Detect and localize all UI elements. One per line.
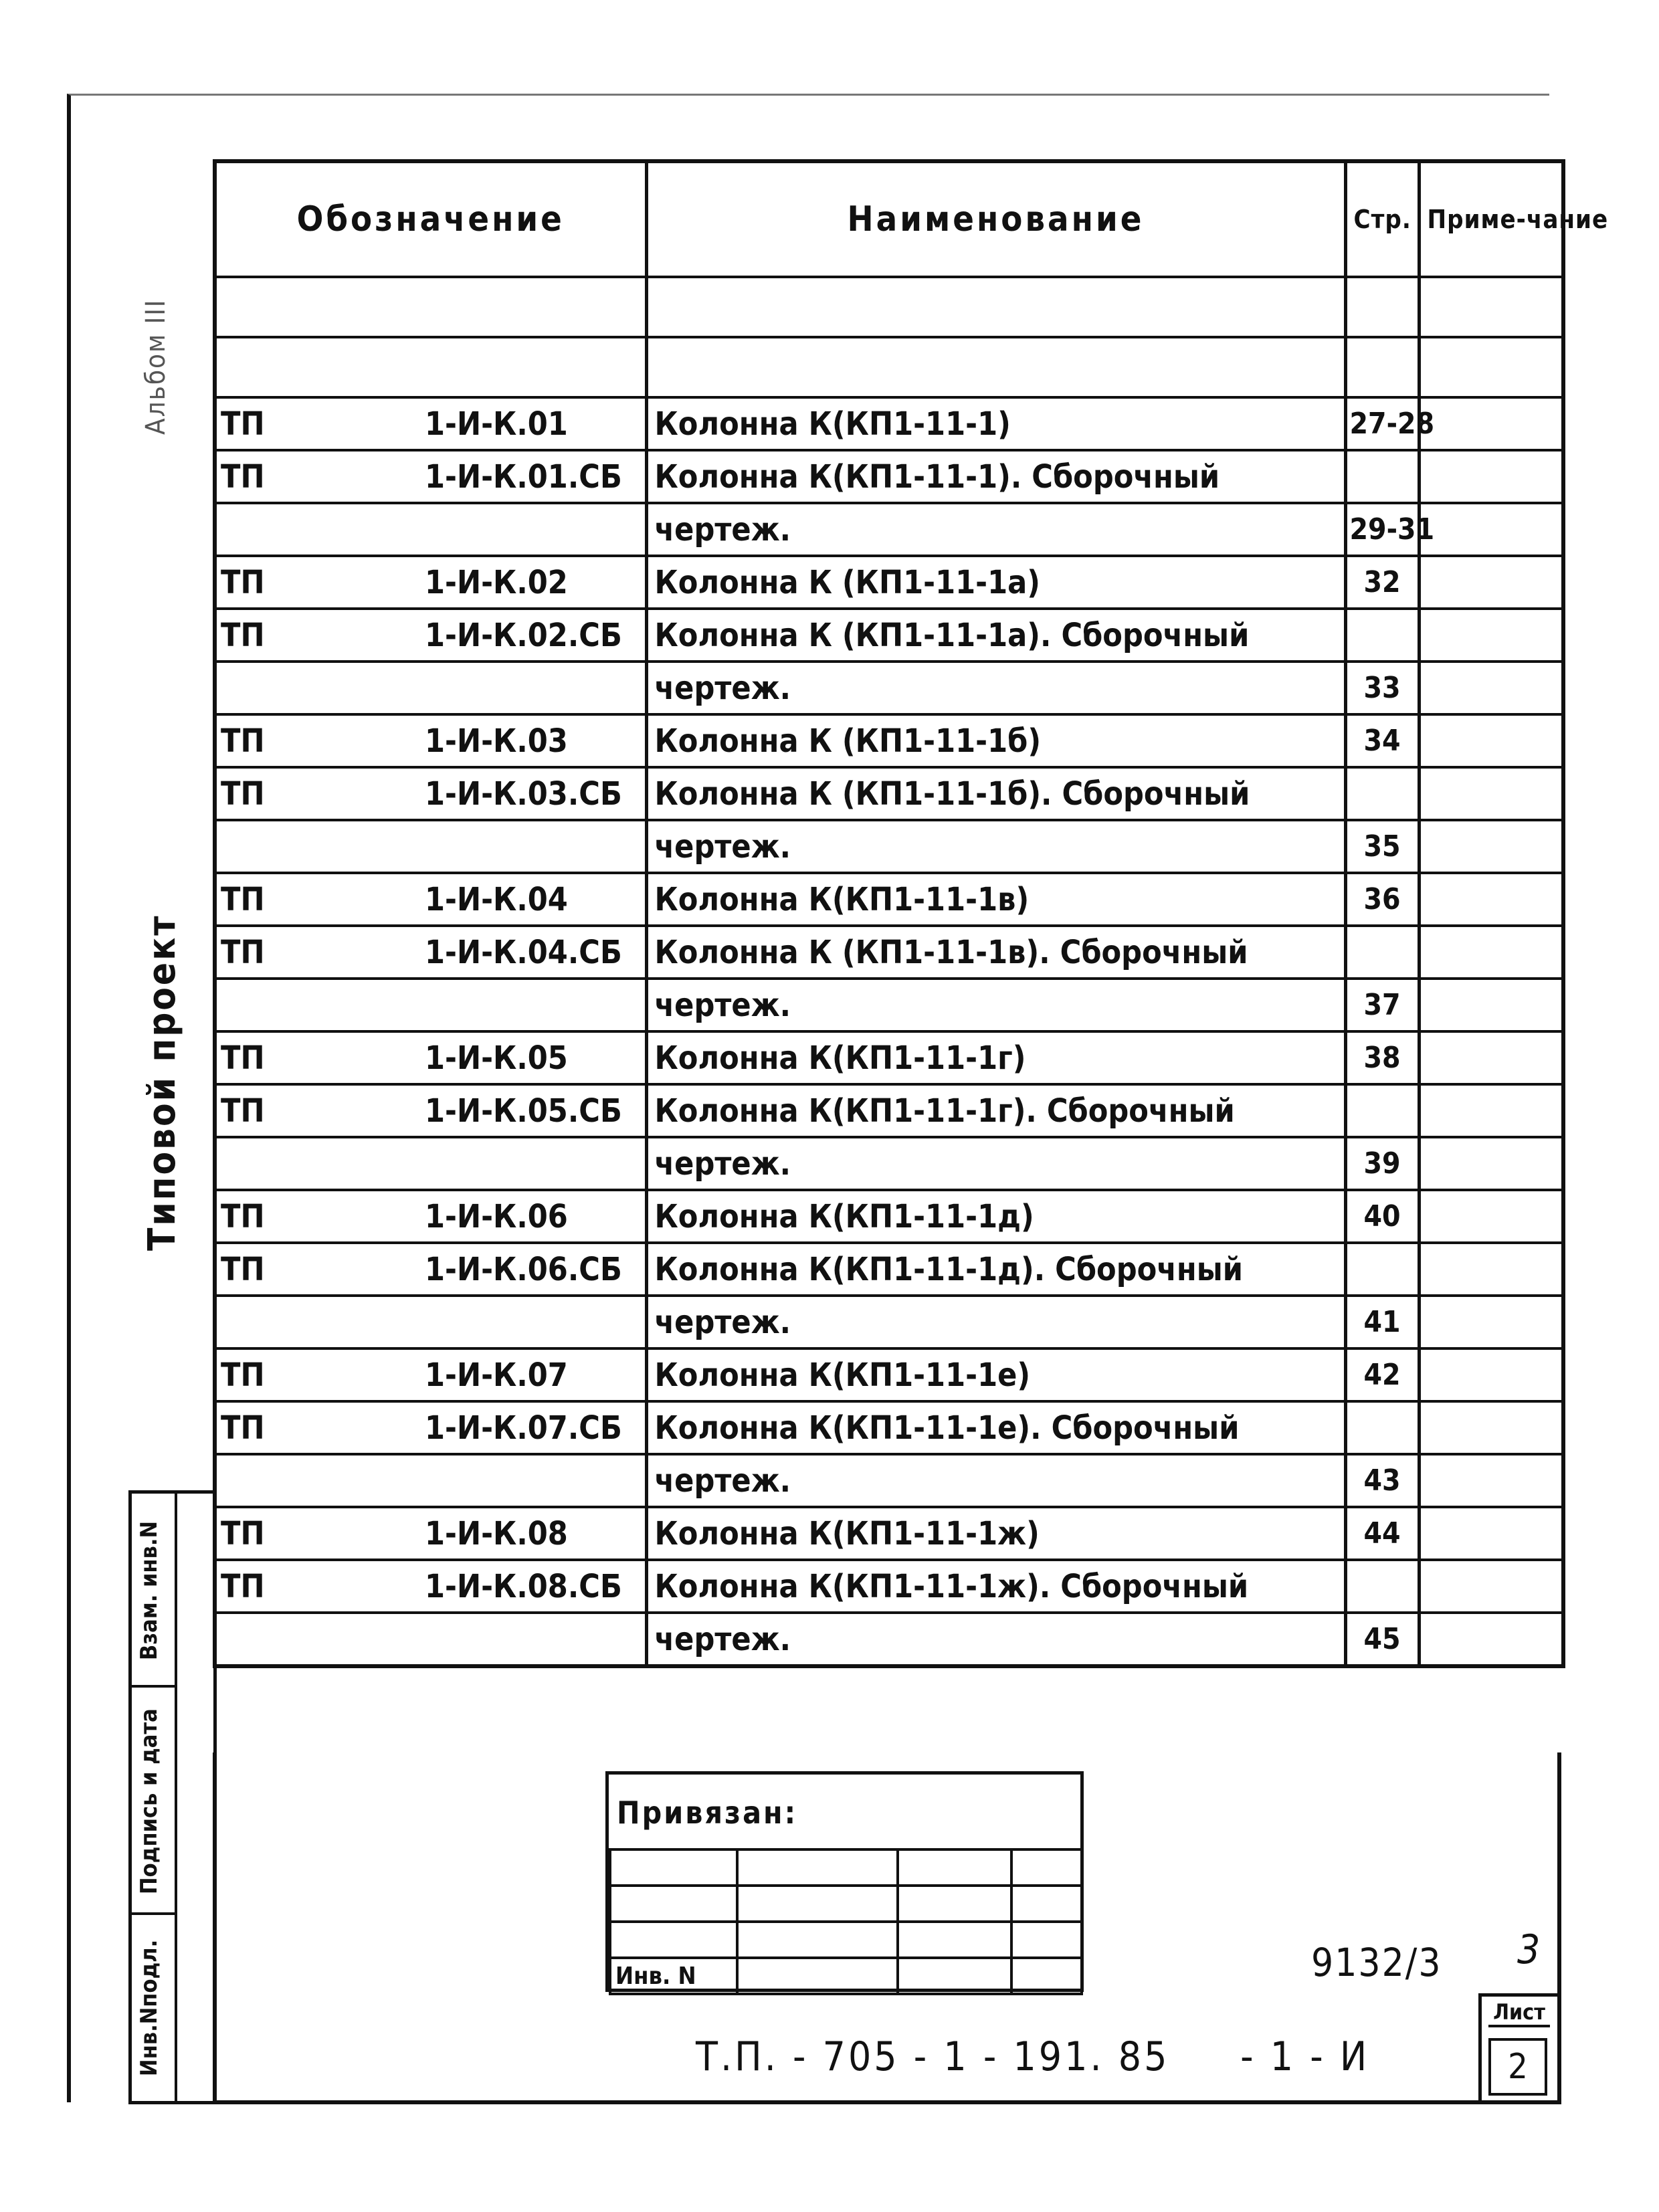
cell-designation [215, 1243, 646, 1296]
designation-code: 1-И-К.04 [425, 880, 568, 918]
cell-page: 40 [1345, 1190, 1419, 1243]
cell-page [1345, 277, 1419, 337]
table-row [215, 450, 1563, 503]
cell-designation [215, 277, 646, 337]
designation-prefix: ТП [221, 1514, 265, 1552]
cell-page [1345, 337, 1419, 397]
cell-remark [1419, 979, 1563, 1031]
cell-designation [215, 926, 646, 979]
designation-prefix: ТП [221, 1039, 265, 1077]
cell-name: Колонна К (КП1-11-1а). Сборочный [646, 609, 1345, 662]
cell-designation [215, 1401, 646, 1454]
cell-name [646, 337, 1345, 397]
strip-label-signature: Подпись и дата [136, 1708, 163, 1894]
binding-title: Привязан: [617, 1795, 798, 1831]
designation-prefix: ТП [221, 775, 265, 813]
designation-code: 1-И-К.05.СБ [425, 1092, 622, 1130]
footer-left-border [213, 1752, 217, 2102]
cell-name: чертеж. [646, 1613, 1345, 1666]
designation-prefix: ТП [221, 616, 265, 654]
table-row [215, 556, 1563, 609]
cell-page [1345, 767, 1419, 820]
designation-code: 1-И-К.07.СБ [425, 1409, 622, 1447]
header-designation: Обозначение [215, 161, 646, 277]
cell-designation [215, 662, 646, 714]
header-page: Стр. [1345, 161, 1419, 277]
table-row [215, 1243, 1563, 1296]
cell-remark [1419, 662, 1563, 714]
table-row [215, 714, 1563, 767]
binding-cell [1011, 1958, 1082, 1994]
cell-designation [215, 556, 646, 609]
cell-designation [215, 1190, 646, 1243]
cell-designation [215, 873, 646, 926]
cell-designation [215, 1031, 646, 1084]
cell-remark [1419, 503, 1563, 556]
project-type-label: Типовой проект [140, 914, 184, 1251]
designation-code: 1-И-К.07 [425, 1356, 568, 1394]
cell-name: Колонна К (КП1-11-1б) [646, 714, 1345, 767]
cell-designation [215, 1348, 646, 1401]
cell-name: чертеж. [646, 1137, 1345, 1190]
designation-code: 1-И-К.02.СБ [425, 616, 622, 654]
cell-remark [1419, 873, 1563, 926]
designation-prefix: ТП [221, 722, 265, 760]
binding-inv-label: Инв. N [610, 1958, 737, 1994]
designation-prefix: ТП [221, 1356, 265, 1394]
designation-code: 1-И-К.06 [425, 1197, 568, 1235]
cell-designation [215, 1084, 646, 1137]
binding-cell [898, 1922, 1011, 1958]
binding-cell [737, 1922, 898, 1958]
cell-remark [1419, 767, 1563, 820]
cell-remark [1419, 1243, 1563, 1296]
specification-table [213, 159, 1609, 1668]
binding-cell [610, 1922, 737, 1958]
designation-prefix: ТП [221, 1409, 265, 1447]
binding-row [610, 1958, 1082, 1994]
album-stamp: Альбом III [140, 298, 171, 435]
cell-page: 42 [1345, 1348, 1419, 1401]
cell-remark [1419, 1560, 1563, 1613]
designation-prefix: ТП [221, 405, 265, 443]
cell-remark [1419, 556, 1563, 609]
binding-cell [1011, 1886, 1082, 1922]
table-row [215, 277, 1563, 337]
binding-cell [898, 1958, 1011, 1994]
table-row [215, 503, 1563, 556]
cell-name: чертеж. [646, 820, 1345, 873]
cell-page: 32 [1345, 556, 1419, 609]
cell-name: чертеж. [646, 662, 1345, 714]
cell-page [1345, 926, 1419, 979]
table-header-row [215, 161, 1563, 277]
cell-remark [1419, 1296, 1563, 1348]
table-row [215, 1348, 1563, 1401]
table-row [215, 979, 1563, 1031]
cell-designation [215, 503, 646, 556]
cell-name: Колонна К(КП1-11-1). Сборочный [646, 450, 1345, 503]
cell-name: Колонна К(КП1-11-1ж). Сборочный [646, 1560, 1345, 1613]
cell-name [646, 277, 1345, 337]
cell-name: Колонна К(КП1-11-1е) [646, 1348, 1345, 1401]
cell-designation [215, 714, 646, 767]
cell-designation [215, 1560, 646, 1613]
sheet-value: 2 [1488, 2038, 1547, 2096]
cell-name: чертеж. [646, 1296, 1345, 1348]
strip-cell-signature [132, 1688, 175, 1915]
cell-page: 43 [1345, 1454, 1419, 1507]
cell-page: 35 [1345, 820, 1419, 873]
cell-name: чертеж. [646, 1454, 1345, 1507]
table-row [215, 662, 1563, 714]
table-body [215, 277, 1563, 1666]
cell-page [1345, 1084, 1419, 1137]
designation-prefix: ТП [221, 1250, 265, 1288]
cell-name: чертеж. [646, 979, 1345, 1031]
cell-remark [1419, 277, 1563, 337]
cell-designation [215, 450, 646, 503]
cell-name: Колонна К(КП1-11-1в) [646, 873, 1345, 926]
cell-designation [215, 337, 646, 397]
table-row [215, 926, 1563, 979]
approval-strip [128, 1490, 217, 2104]
designation-code: 1-И-К.05 [425, 1039, 568, 1077]
designation-prefix: ТП [221, 880, 265, 918]
cell-page [1345, 1560, 1419, 1613]
table-row [215, 820, 1563, 873]
strip-label-inv-orig: Инв.Nподл. [136, 1939, 163, 2077]
strip-cell-inv-replace [132, 1494, 175, 1688]
table-row [215, 1613, 1563, 1666]
cell-page [1345, 450, 1419, 503]
cell-name: Колонна К(КП1-11-1г) [646, 1031, 1345, 1084]
designation-prefix: ТП [221, 458, 265, 496]
footer-right-border [1557, 1752, 1561, 2102]
table-row [215, 337, 1563, 397]
cell-page [1345, 609, 1419, 662]
strip-cell-inv-orig [132, 1915, 175, 2101]
binding-block [605, 1771, 1084, 1992]
cell-remark [1419, 1348, 1563, 1401]
designation-code: 1-И-К.04.СБ [425, 933, 622, 971]
cell-designation [215, 767, 646, 820]
footer-bottom-line [213, 2100, 1561, 2104]
header-name: Наименование [646, 161, 1345, 277]
binding-cell [610, 1849, 737, 1886]
strip-label-inv-replace: Взам. инв.N [136, 1520, 163, 1661]
cell-remark [1419, 1031, 1563, 1084]
cell-page [1345, 1243, 1419, 1296]
table-row [215, 767, 1563, 820]
cell-designation [215, 609, 646, 662]
cell-page: 37 [1345, 979, 1419, 1031]
cell-name: Колонна К(КП1-11-1) [646, 397, 1345, 450]
sheet-box [1478, 1993, 1557, 2100]
cell-remark [1419, 1137, 1563, 1190]
cell-remark [1419, 926, 1563, 979]
cell-remark [1419, 1454, 1563, 1507]
designation-code: 1-И-К.08.СБ [425, 1567, 622, 1605]
cell-name: Колонна К(КП1-11-1д). Сборочный [646, 1243, 1345, 1296]
binding-cell [1011, 1922, 1082, 1958]
strip-divider [175, 1494, 177, 2101]
binding-row [610, 1922, 1082, 1958]
cell-designation [215, 1137, 646, 1190]
binding-cell [898, 1849, 1011, 1886]
cell-page: 39 [1345, 1137, 1419, 1190]
table-row [215, 1296, 1563, 1348]
cell-designation [215, 397, 646, 450]
sheet-label: Лист [1488, 1999, 1550, 2027]
header-remark: Приме-чание [1419, 161, 1563, 277]
designation-code: 1-И-К.01.СБ [425, 458, 622, 496]
cell-page: 36 [1345, 873, 1419, 926]
cell-remark [1419, 450, 1563, 503]
cell-designation [215, 820, 646, 873]
table-row [215, 397, 1563, 450]
cell-remark [1419, 609, 1563, 662]
cell-designation [215, 1454, 646, 1507]
cell-name: Колонна К(КП1-11-1г). Сборочный [646, 1084, 1345, 1137]
cell-designation [215, 979, 646, 1031]
binding-row [610, 1849, 1082, 1886]
designation-prefix: ТП [221, 933, 265, 971]
cell-remark [1419, 1401, 1563, 1454]
cell-page: 38 [1345, 1031, 1419, 1084]
cell-remark [1419, 714, 1563, 767]
cell-remark [1419, 1613, 1563, 1666]
cell-name: чертеж. [646, 503, 1345, 556]
binding-cell [1011, 1849, 1082, 1886]
designation-prefix: ТП [221, 563, 265, 601]
table-row [215, 1190, 1563, 1243]
cell-remark [1419, 1507, 1563, 1560]
cell-remark [1419, 397, 1563, 450]
binding-row [610, 1886, 1082, 1922]
designation-code: 1-И-К.02 [425, 563, 568, 601]
cell-page [1345, 1401, 1419, 1454]
cell-remark [1419, 1084, 1563, 1137]
cell-page: 33 [1345, 662, 1419, 714]
table-row [215, 1401, 1563, 1454]
designation-prefix: ТП [221, 1197, 265, 1235]
document-designation: Т.П. - 705 - 1 - 191. 85 - 1 - И [696, 2033, 1370, 2080]
table-row [215, 873, 1563, 926]
designation-code: 1-И-К.03 [425, 722, 568, 760]
designation-prefix: ТП [221, 1092, 265, 1130]
binding-cell [898, 1886, 1011, 1922]
cell-name: Колонна К (КП1-11-1б). Сборочный [646, 767, 1345, 820]
cell-name: Колонна К (КП1-11-1а) [646, 556, 1345, 609]
designation-code: 1-И-К.06.СБ [425, 1250, 622, 1288]
cell-remark [1419, 1190, 1563, 1243]
table-row [215, 1137, 1563, 1190]
table-row [215, 609, 1563, 662]
cell-name: Колонна К(КП1-11-1е). Сборочный [646, 1401, 1345, 1454]
designation-code: 1-И-К.03.СБ [425, 775, 622, 813]
cell-name: Колонна К(КП1-11-1д) [646, 1190, 1345, 1243]
table-row [215, 1507, 1563, 1560]
cell-name: Колонна К(КП1-11-1ж) [646, 1507, 1345, 1560]
cell-page: 45 [1345, 1613, 1419, 1666]
table-row [215, 1031, 1563, 1084]
sheet-number-handwritten: 3 [1517, 1926, 1541, 1973]
cell-designation [215, 1613, 646, 1666]
cell-page: 41 [1345, 1296, 1419, 1348]
binding-cell [610, 1886, 737, 1922]
designation-code: 1-И-К.08 [425, 1514, 568, 1552]
cell-remark [1419, 337, 1563, 397]
cell-page: 27-28 [1345, 397, 1419, 450]
cell-page: 34 [1345, 714, 1419, 767]
cell-name: Колонна К (КП1-11-1в). Сборочный [646, 926, 1345, 979]
document-number: 9132/3 [1311, 1940, 1442, 1985]
table-row [215, 1560, 1563, 1613]
cell-designation [215, 1296, 646, 1348]
binding-cell [737, 1849, 898, 1886]
binding-cell [737, 1958, 898, 1994]
cell-designation [215, 1507, 646, 1560]
table-row [215, 1084, 1563, 1137]
cell-page: 44 [1345, 1507, 1419, 1560]
binding-grid [609, 1848, 1083, 1995]
designation-code: 1-И-К.01 [425, 405, 568, 443]
designation-prefix: ТП [221, 1567, 265, 1605]
binding-cell [737, 1886, 898, 1922]
table-row [215, 1454, 1563, 1507]
cell-page: 29-31 [1345, 503, 1419, 556]
cell-remark [1419, 820, 1563, 873]
